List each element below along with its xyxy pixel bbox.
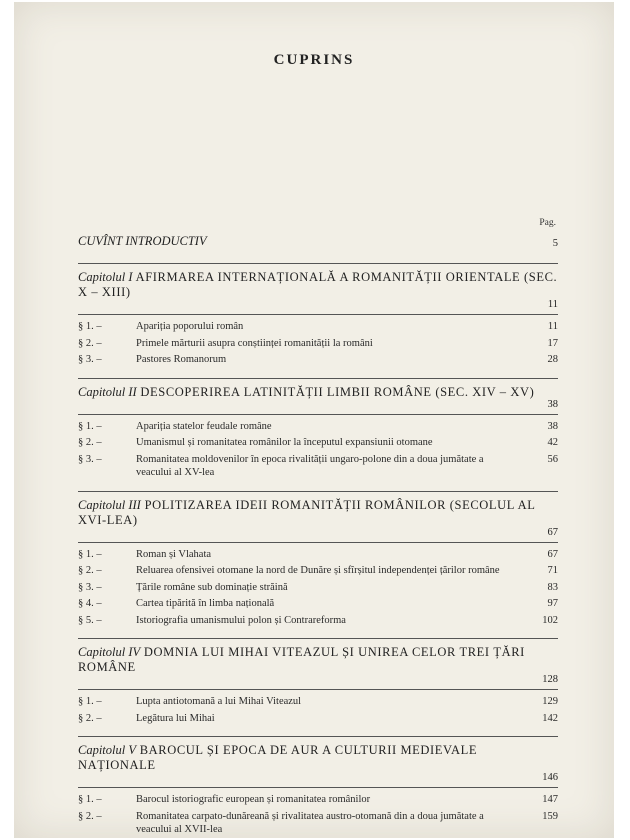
chapter-title: POLITIZAREA IDEII ROMANITĂȚII ROMÂNILOR (SECOLUL AL XVI-LEA) xyxy=(78,497,535,527)
chapter-title: BAROCUL ȘI EPOCA DE AUR A CULTURII MEDIEVALE NAȚIONALE xyxy=(78,743,478,772)
intro-label: CUVÎNT INTRODUCTIV xyxy=(78,234,207,248)
section-divider xyxy=(78,542,558,543)
section-title: Istoriografia umanismului polon și Contrareforma xyxy=(136,614,346,626)
section-title: Pastores Romanorum xyxy=(136,354,227,365)
section-title: Lupta antiotomană a lui Mihai Viteazul xyxy=(136,696,302,707)
section-entry[interactable] xyxy=(78,418,558,435)
chapter-label: Capitolul I xyxy=(78,270,133,284)
section-title: Primele mărturii asupra conștiinței romanității la români xyxy=(136,337,373,349)
pag-column-label: Pag. xyxy=(539,218,556,228)
table-of-contents xyxy=(78,214,558,838)
section-number: § 3. – xyxy=(78,581,102,593)
section-page: 67 xyxy=(547,548,558,560)
section-number: § 1. – xyxy=(78,696,102,707)
section-entry[interactable] xyxy=(78,579,558,596)
section-entry[interactable] xyxy=(78,612,558,629)
section-number: § 2. – xyxy=(78,565,102,576)
section-title: Cartea tipărită în limba națională xyxy=(136,598,275,609)
section-divider xyxy=(78,787,558,788)
chapter-label: Capitolul III xyxy=(78,497,141,512)
chapter-page: 128 xyxy=(542,674,558,685)
section-title: Romanitatea moldovenilor în epoca rivalității ungaro-polone din a doua jumătate a veacului al XV-lea xyxy=(136,453,484,478)
chapter-label: Capitolul V xyxy=(78,743,136,757)
chapter-list xyxy=(78,263,558,838)
section-entry[interactable] xyxy=(78,351,558,368)
section-number: § 1. – xyxy=(78,548,102,560)
section-page: 56 xyxy=(547,453,558,465)
intro-page: 5 xyxy=(552,238,558,249)
intro-entry[interactable] xyxy=(78,214,558,253)
book-page xyxy=(14,2,614,838)
section-title: Barocul istoriografic european și romanitatea românilor xyxy=(136,794,371,805)
chapter-heading[interactable] xyxy=(78,492,558,538)
section-entry[interactable] xyxy=(78,595,558,612)
section-page: 83 xyxy=(547,581,558,593)
chapter-page: 38 xyxy=(547,398,558,410)
chapter-title: DESCOPERIREA LATINITĂȚII LIMBII ROMÂNE (SEC. XIV – XV) xyxy=(140,384,535,399)
section-title: Țările române sub dominație străină xyxy=(136,581,288,593)
section-number: § 5. – xyxy=(78,614,102,626)
section-page: 71 xyxy=(547,565,558,576)
section-title: Roman și Vlahata xyxy=(136,548,212,560)
chapter-heading[interactable] xyxy=(78,379,558,410)
chapter-heading[interactable] xyxy=(78,737,558,783)
section-page: 147 xyxy=(542,794,558,805)
chapter-heading[interactable] xyxy=(78,264,558,310)
section-page: 42 xyxy=(547,437,558,448)
section-page: 28 xyxy=(547,354,558,365)
section-entry[interactable] xyxy=(78,546,558,563)
chapter-page: 146 xyxy=(542,772,558,783)
section-number: § 1. – xyxy=(78,321,102,332)
chapter-label: Capitolul II xyxy=(78,384,137,399)
section-number: § 1. – xyxy=(78,794,102,805)
chapter-title: AFIRMAREA INTERNAȚIONALĂ A ROMANITĂȚII ORIENTALE (SEC. X – XIII) xyxy=(78,270,558,299)
section-number: § 2. – xyxy=(78,437,102,448)
section-number: § 3. – xyxy=(78,453,102,465)
chapter-label: Capitolul IV xyxy=(78,645,141,659)
section-number: § 2. – xyxy=(78,337,102,349)
section-page: 159 xyxy=(542,810,558,822)
section-entry[interactable] xyxy=(78,710,558,727)
section-divider xyxy=(78,689,558,690)
chapter-page: 67 xyxy=(547,526,558,538)
section-number: § 1. – xyxy=(78,420,102,432)
chapter-page: 11 xyxy=(547,299,558,310)
section-page: 129 xyxy=(542,696,558,707)
chapter-heading[interactable] xyxy=(78,639,558,685)
section-entry[interactable] xyxy=(78,693,558,710)
section-page: 97 xyxy=(547,598,558,609)
section-title: Apariția statelor feudale române xyxy=(136,420,272,432)
section-divider xyxy=(78,314,558,315)
section-number: § 2. – xyxy=(78,810,102,822)
section-title: Apariția poporului român xyxy=(136,321,244,332)
section-entry[interactable] xyxy=(78,791,558,808)
section-number: § 4. – xyxy=(78,598,102,609)
section-entry[interactable] xyxy=(78,335,558,352)
section-page: 17 xyxy=(547,337,558,349)
section-divider xyxy=(78,414,558,415)
section-entry[interactable] xyxy=(78,808,558,838)
section-entry[interactable] xyxy=(78,434,558,451)
section-title: Umanismul și romanitatea românilor la începutul expansiunii otomane xyxy=(136,437,433,448)
section-page: 102 xyxy=(542,614,558,626)
section-number: § 3. – xyxy=(78,354,102,365)
page-title: CUPRINS xyxy=(273,52,355,68)
chapter-title: DOMNIA LUI MIHAI VITEAZUL ȘI UNIREA CELOR TREI ȚĂRI ROMÂNE xyxy=(78,645,525,674)
section-entry[interactable] xyxy=(78,562,558,579)
section-title: Reluarea ofensivei otomane la nord de Dunăre și sfîrșitul independenței țărilor române xyxy=(136,565,500,576)
section-title: Legătura lui Mihai xyxy=(136,712,215,724)
section-page: 142 xyxy=(542,712,558,724)
section-entry[interactable] xyxy=(78,318,558,335)
section-number: § 2. – xyxy=(78,712,102,724)
section-entry[interactable] xyxy=(78,451,558,481)
section-page: 38 xyxy=(547,420,558,432)
section-page: 11 xyxy=(547,321,558,332)
section-title: Romanitatea carpato-dunăreană și rivalitatea austro-otomană din a doua jumătate a veacului al XVII-lea xyxy=(136,810,484,835)
